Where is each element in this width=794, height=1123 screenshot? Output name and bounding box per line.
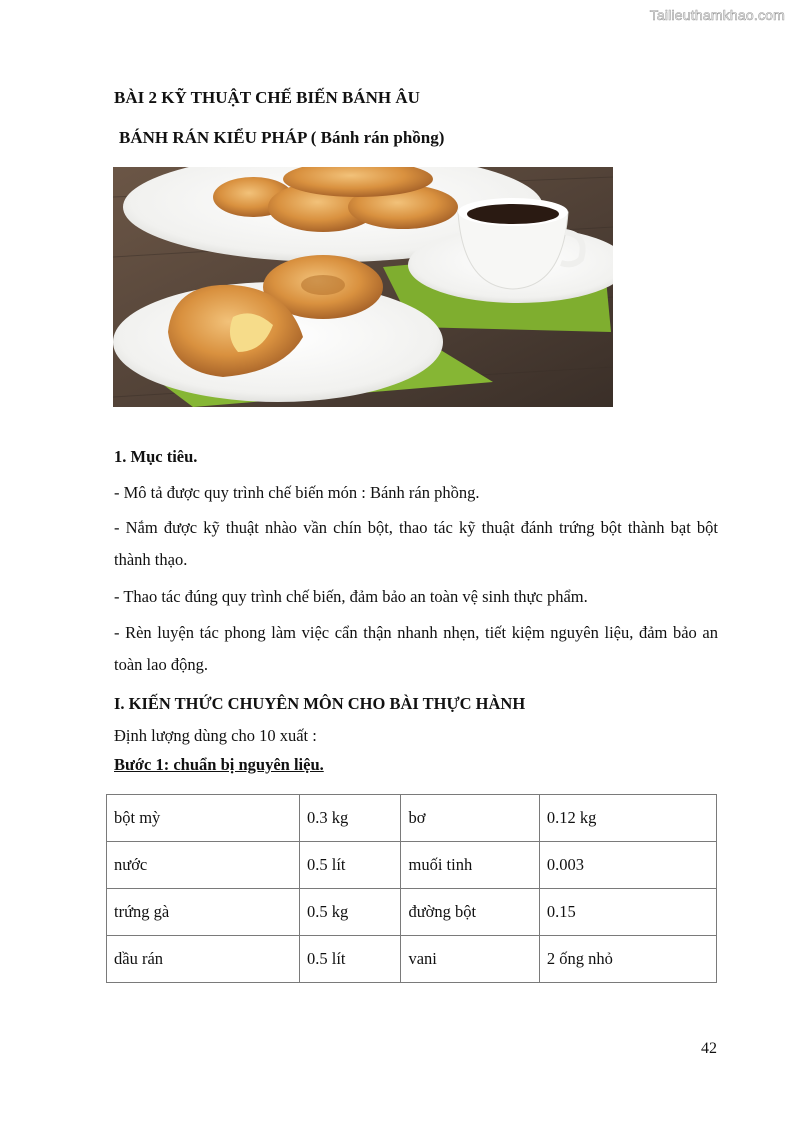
ingredients-table <box>106 794 717 983</box>
watermark: Tailieuthamkhao.com <box>649 7 785 23</box>
step-1-heading: Bước 1: chuẩn bị nguyên liệu. <box>114 755 324 774</box>
dish-title: BÁNH RÁN KIỂU PHÁP ( Bánh rán phồng) <box>119 128 445 147</box>
section-heading: I. KIẾN THỨC CHUYÊN MÔN CHO BÀI THỰC HÀNH <box>114 694 526 713</box>
dish-photo-illustration <box>113 167 613 407</box>
ingredient-name: dầu rán <box>107 936 300 983</box>
ingredient-amount: 0.003 <box>539 842 716 889</box>
objective-item: - Nắm được kỹ thuật nhào vần chín bột, thao tác kỹ thuật đánh trứng bột thành bạt bột thành thạo. <box>114 518 718 569</box>
ingredient-amount: 0.12 kg <box>539 795 716 842</box>
ingredient-amount: 0.3 kg <box>299 795 401 842</box>
ingredient-amount: 0.5 lít <box>299 936 401 983</box>
ingredient-name: vani <box>401 936 539 983</box>
ingredient-name: bơ <box>401 795 539 842</box>
ingredient-amount: 0.5 kg <box>299 889 401 936</box>
ingredient-name: bột mỳ <box>107 795 300 842</box>
objective-item: - Thao tác đúng quy trình chế biến, đảm bảo an toàn vệ sinh thực phẩm. <box>114 587 588 606</box>
objectives-heading: 1. Mục tiêu. <box>114 447 198 466</box>
table-row <box>107 936 717 983</box>
table-row <box>107 842 717 889</box>
ingredient-amount: 0.5 lít <box>299 842 401 889</box>
ingredient-amount: 0.15 <box>539 889 716 936</box>
ingredient-name: trứng gà <box>107 889 300 936</box>
ingredient-name: đường bột <box>401 889 539 936</box>
portion-text: Định lượng dùng cho 10 xuất : <box>114 726 317 745</box>
objective-item: - Mô tả được quy trình chế biến món : Bánh rán phồng. <box>114 483 480 502</box>
dish-photo <box>113 167 613 407</box>
ingredient-name: nước <box>107 842 300 889</box>
ingredient-name: muối tinh <box>401 842 539 889</box>
page-number: 42 <box>701 1040 717 1057</box>
ingredient-amount: 2 ống nhỏ <box>539 936 716 983</box>
table-row <box>107 889 717 936</box>
table-row <box>107 795 717 842</box>
objective-item: - Rèn luyện tác phong làm việc cẩn thận nhanh nhẹn, tiết kiệm nguyên liệu, đảm bảo an toàn lao động. <box>114 623 718 674</box>
lesson-title: BÀI 2 KỸ THUẬT CHẾ BIẾN BÁNH ÂU <box>114 88 420 107</box>
